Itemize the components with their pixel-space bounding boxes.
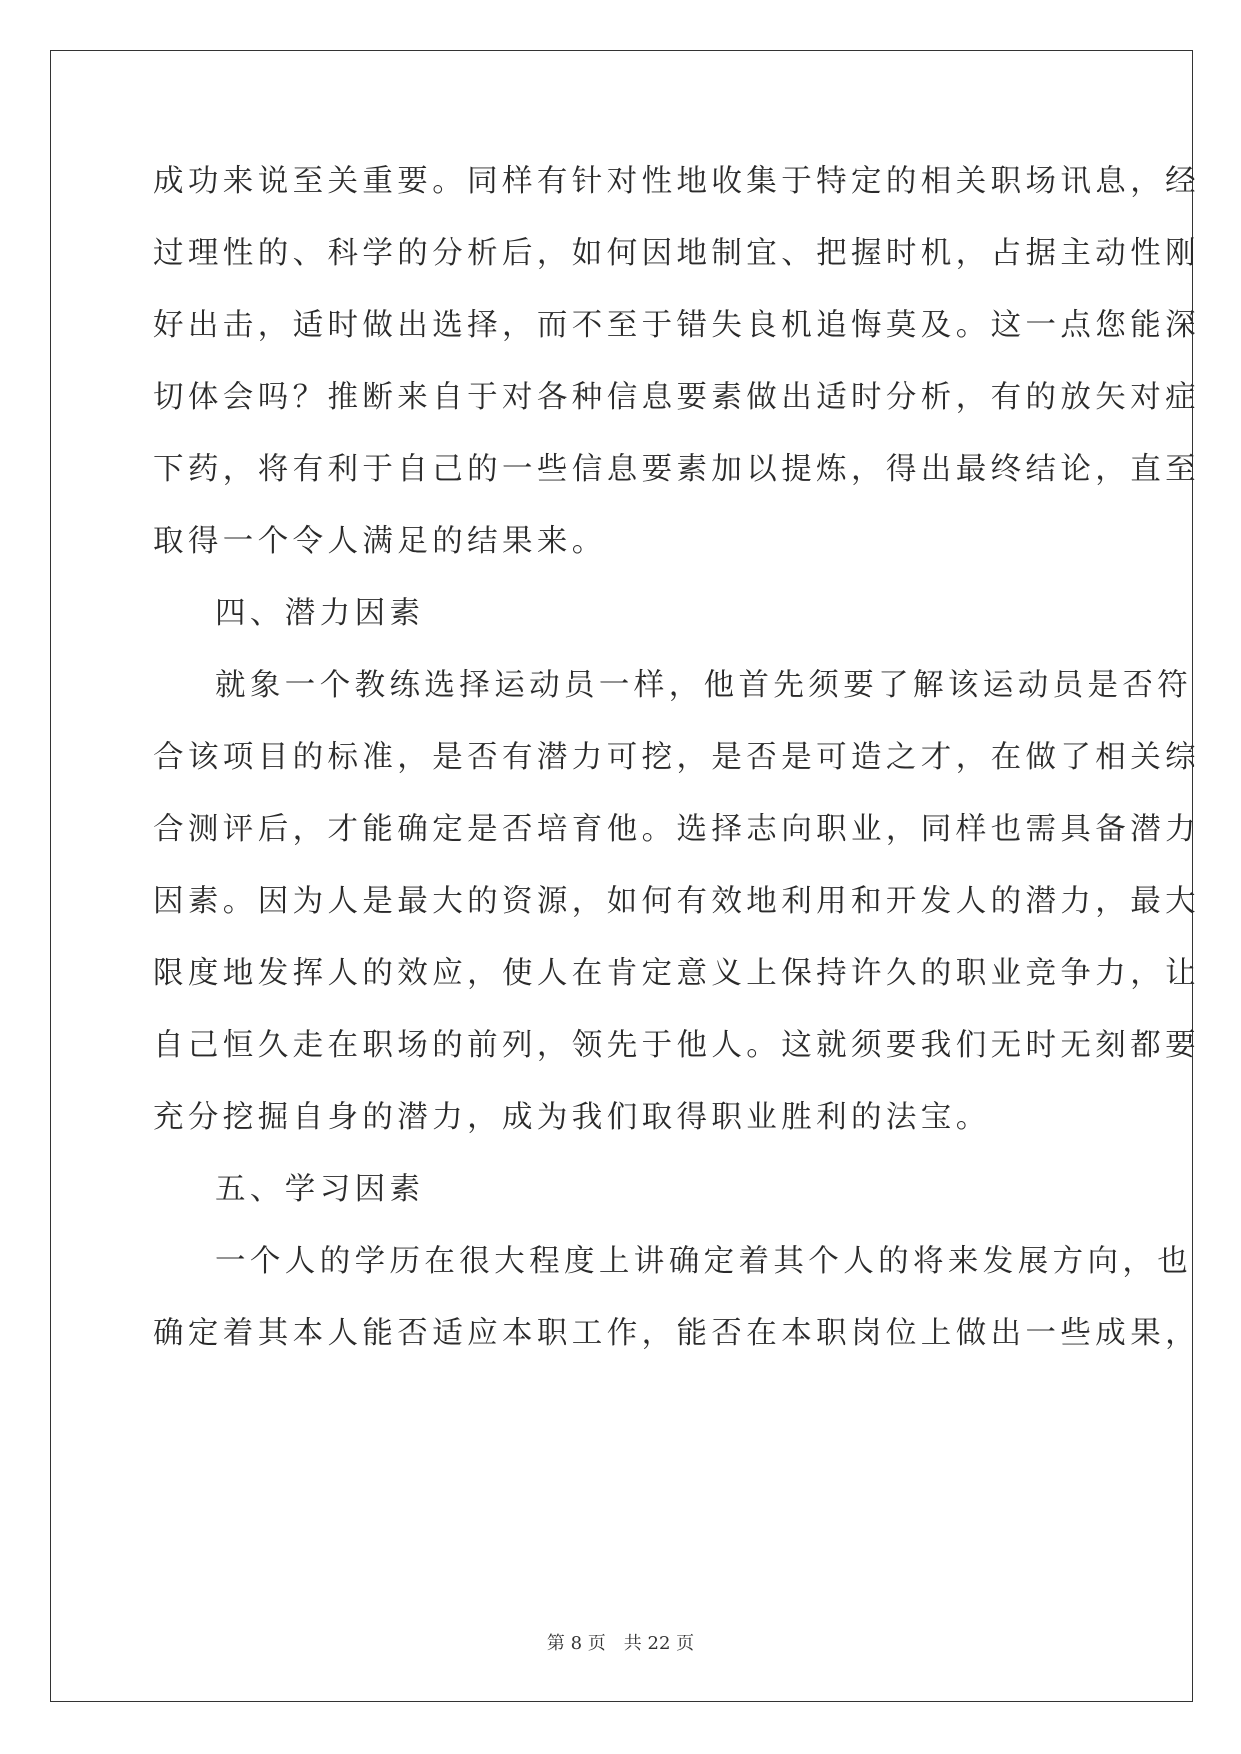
body-text-line: 自己恒久走在职场的前列，领先于他人。这就须要我们无时无刻都要 <box>153 1028 1200 1063</box>
section-heading: 五、学习因素 <box>215 1172 425 1207</box>
body-text-line: 成功来说至关重要。同样有针对性地收集于特定的相关职场讯息，经 <box>153 164 1200 199</box>
body-text-line: 合该项目的标准，是否有潜力可挖，是否是可造之才，在做了相关综 <box>153 740 1200 775</box>
section-heading: 四、潜力因素 <box>215 596 425 631</box>
body-text-line: 一个人的学历在很大程度上讲确定着其个人的将来发展方向，也 <box>215 1244 1193 1279</box>
body-text-line: 取得一个令人满足的结果来。 <box>153 524 607 559</box>
body-text-line: 充分挖掘自身的潜力，成为我们取得职业胜利的法宝。 <box>153 1100 991 1135</box>
body-text-line: 切体会吗？推断来自于对各种信息要素做出适时分析，有的放矢对症 <box>153 380 1200 415</box>
body-text-line: 好出击，适时做出选择，而不至于错失良机追悔莫及。这一点您能深 <box>153 308 1200 343</box>
body-text-line: 过理性的、科学的分析后，如何因地制宜、把握时机，占据主动性刚 <box>153 236 1200 271</box>
body-text-line: 确定着其本人能否适应本职工作，能否在本职岗位上做出一些成果， <box>153 1316 1200 1351</box>
body-text-line: 因素。因为人是最大的资源，如何有效地利用和开发人的潜力，最大 <box>153 884 1200 919</box>
body-text-line: 下药，将有利于自己的一些信息要素加以提炼，得出最终结论，直至 <box>153 452 1200 487</box>
body-text-line: 限度地发挥人的效应，使人在肯定意义上保持许久的职业竞争力，让 <box>153 956 1200 991</box>
body-text-line: 就象一个教练选择运动员一样，他首先须要了解该运动员是否符 <box>215 668 1193 703</box>
page-border <box>50 50 1193 1702</box>
page-number: 第 8 页 <box>546 1633 606 1654</box>
page-total: 共 22 页 <box>623 1633 695 1654</box>
body-text-line: 合测评后，才能确定是否培育他。选择志向职业，同样也需具备潜力 <box>153 812 1200 847</box>
page-footer <box>0 1632 1241 1656</box>
